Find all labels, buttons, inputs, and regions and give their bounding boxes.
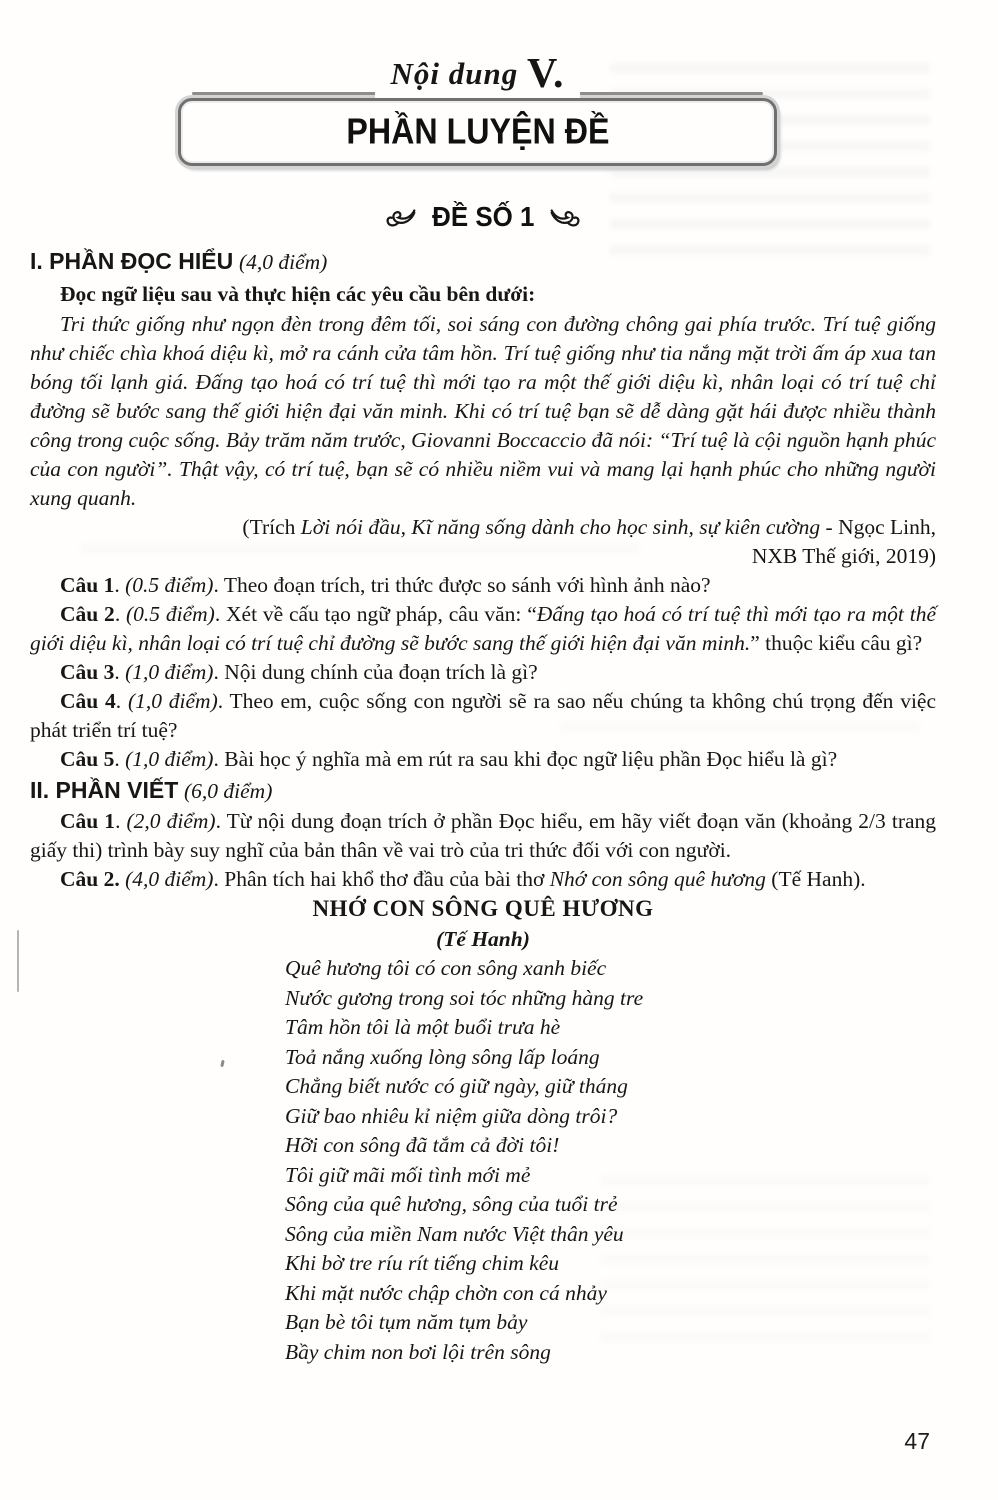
fleuron-right-icon [549, 208, 581, 228]
reading-instruction: Đọc ngữ liệu sau và thực hiện các yêu cầu bên dưới: [60, 282, 536, 306]
poem-author: (Tế Hanh) [436, 927, 530, 951]
fleuron-left-icon [385, 208, 417, 228]
poem-block [30, 894, 936, 1367]
writing-section-heading [30, 774, 936, 807]
page-number: 47 [904, 1428, 930, 1454]
poem-line: Bạn bè tôi tụm năm tụm bảy [285, 1310, 528, 1334]
reading-passage: Tri thức giống như ngọn đèn trong đêm tối, soi sáng con đường chông gai phía trước. Trí tuệ giống như chiếc chìa khoá diệu kì, mở ra cánh cửa tâm hồn. Trí tuệ giống như tia nắng mặt trời ấm áp xua tan bóng tối lạnh giá. Đấng tạo hoá có trí tuệ thì mới tạo ra một thế giới diệu kì, nhân loại có trí tuệ chỉ đường sẽ bước sang thế giới hiện đại văn minh. Khi có trí tuệ bạn sẽ dễ dàng gặt hái được nhiều thành công trong cuộc sống. Bảy trăm năm trước, Giovanni Boccaccio đã nói: “Trí tuệ là cội nguồn hạnh phúc của con người”. Thật vậy, có trí tuệ, bạn sẽ có nhiều niềm vui và mang lại hạnh phúc cho những người xung quanh. [30, 312, 936, 510]
writing-heading-points: (6,0 điểm) [184, 779, 273, 803]
question-item: Câu 5. (1,0 điểm). Bài học ý nghĩa mà em rút ra sau khi đọc ngữ liệu phần Đọc hiểu là gì? [60, 747, 838, 771]
exam-number-heading [30, 202, 936, 233]
section-script-label: Nội dung [390, 56, 519, 91]
poem-title: NHỚ CON SÔNG QUÊ HƯƠNG [312, 896, 654, 921]
poem-line: Khi bờ tre ríu rít tiếng chim kêu [285, 1251, 560, 1275]
question-item: Câu 1. (0.5 điểm). Theo đoạn trích, tri thức được so sánh với hình ảnh nào? [60, 573, 711, 597]
banner-title-box [178, 98, 777, 166]
poem-line: Hỡi con sông đã tắm cả đời tôi! [285, 1133, 560, 1157]
writing-questions [30, 807, 936, 894]
section-numeral: V. [527, 51, 565, 97]
section-script-title [375, 50, 581, 98]
poem-line: Quê hương tôi có con sông xanh biếc [285, 956, 607, 980]
poem-line: Sông của miền Nam nước Việt thân yêu [285, 1221, 624, 1246]
poem-line: Chẳng biết nước có giữ ngày, giữ tháng [285, 1074, 628, 1098]
citation-line-2: NXB Thế giới, 2019) [751, 544, 936, 568]
question-item: Câu 2. (0.5 điểm). Xét về cấu tạo ngữ pháp, câu văn: “Đấng tạo hoá có trí tuệ thì mới tạo ra một thế giới diệu kì, nhân loại có trí tuệ chỉ đường sẽ bước sang thế giới hiện đại văn minh.” thuộc kiểu câu gì? [30, 602, 936, 655]
reading-heading-points: (4,0 điểm) [238, 250, 328, 274]
poem-line: Tôi giữ mãi mối tình mới mẻ [285, 1162, 531, 1187]
exam-number-title: ĐỀ SỐ 1 [431, 201, 535, 233]
question-item: Câu 3. (1,0 điểm). Nội dung chính của đoạn trích là gì? [60, 660, 538, 684]
poem-line: Nước gương trong soi tóc những hàng tre [285, 985, 644, 1010]
citation-line-1: (Trích Lời nói đầu, Kĩ năng sống dành cho học sinh, sự kiên cường - Ngọc Linh, [242, 515, 936, 539]
poem-line: Khi mặt nước chập chờn con cá nhảy [285, 1280, 607, 1305]
reading-section-heading [30, 245, 936, 278]
poem-lines [285, 954, 936, 1367]
section-banner [178, 51, 777, 166]
poem-line: Toả nắng xuống lòng sông lấp loáng [285, 1044, 600, 1069]
page-content [0, 51, 998, 1367]
reading-heading-label: I. PHẦN ĐỌC HIỂU [30, 248, 234, 274]
poem-line: Tâm hồn tôi là một buổi trưa hè [285, 1015, 561, 1039]
banner-title: PHẦN LUYỆN ĐỀ [345, 111, 610, 152]
question-item: Câu 2. (4,0 điểm). Phân tích hai khổ thơ đầu của bài thơ Nhớ con sông quê hương (Tế Hanh). [60, 867, 866, 891]
poem-line: Giữ bao nhiêu kỉ niệm giữa dòng trôi? [285, 1103, 618, 1128]
reading-questions [30, 571, 936, 774]
poem-line: Bầy chim non bơi lội trên sông [285, 1339, 551, 1364]
writing-heading-label: II. PHẦN VIẾT [30, 777, 179, 803]
question-item: Câu 4. (1,0 điểm). Theo em, cuộc sống con người sẽ ra sao nếu chúng ta không chú trọng đến việc phát triển trí tuệ? [30, 689, 937, 742]
question-item: Câu 1. (2,0 điểm). Từ nội dung đoạn trích ở phần Đọc hiểu, em hãy viết đoạn văn (khoảng 2/3 trang giấy thi) trình bày suy nghĩ của bản thân về vai trò của tri thức đối với con người. [30, 809, 937, 862]
poem-line: Sông của quê hương, sông của tuổi trẻ [285, 1192, 618, 1216]
